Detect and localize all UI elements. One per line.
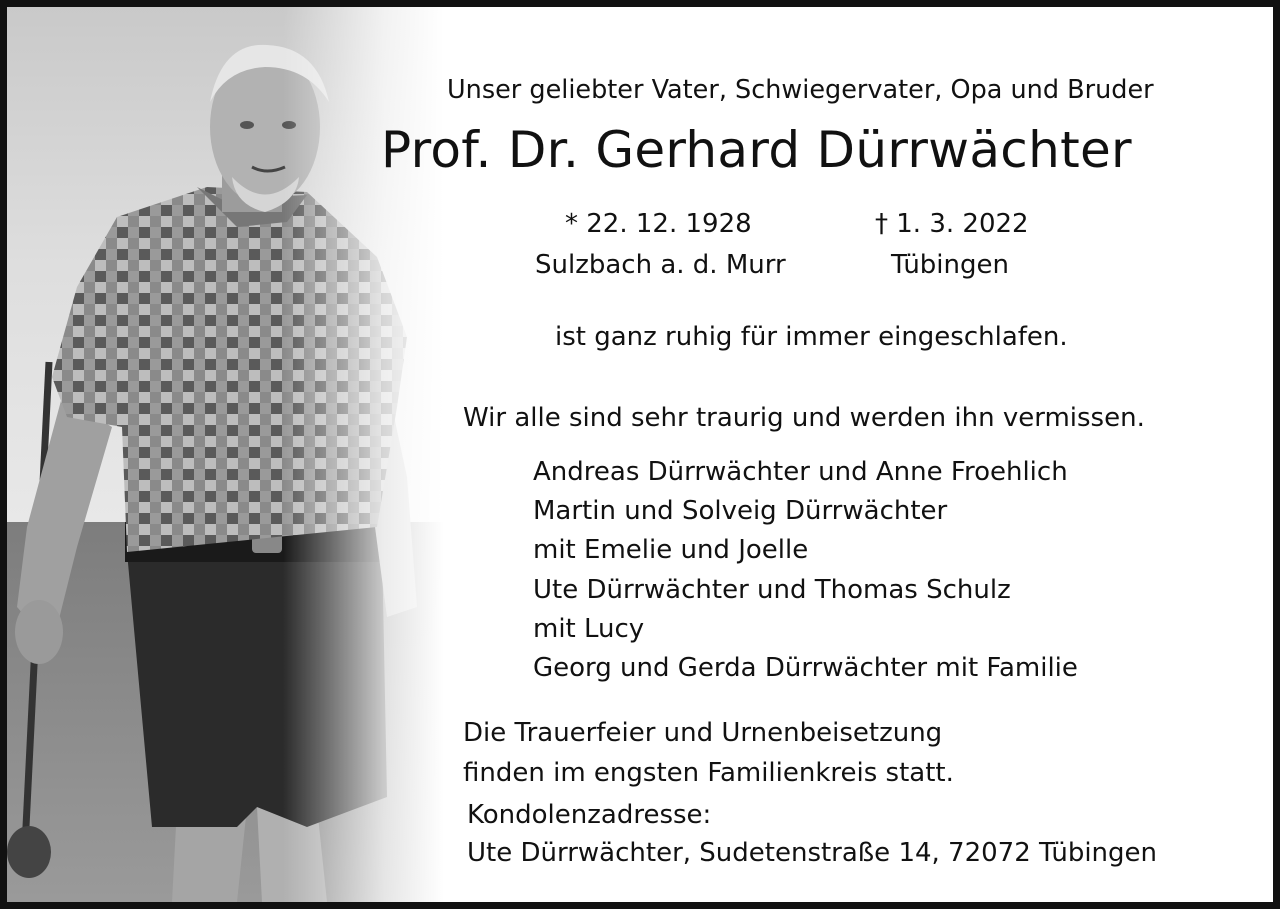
mourner-line: mit Lucy	[533, 613, 645, 644]
birth-place: Sulzbach a. d. Murr	[535, 250, 786, 280]
mourner-line: Ute Dürrwächter und Thomas Schulz	[533, 574, 1011, 605]
birth-date: * 22. 12. 1928	[565, 209, 752, 239]
mourner-line: mit Emelie und Joelle	[533, 535, 809, 566]
mourner-line: Georg und Gerda Dürrwächter mit Familie	[533, 653, 1078, 684]
death-place: Tübingen	[891, 250, 1009, 280]
condolence-address-text: Ute Dürrwächter, Sudetenstraße 14, 72072 Tübingen	[467, 838, 1158, 868]
condolence-label: Kondolenzadresse:	[467, 800, 712, 830]
mourner-line: Martin und Solveig Dürrwächter	[533, 496, 948, 527]
death-date: † 1. 3. 2022	[875, 209, 1029, 239]
mourning-text: Wir alle sind sehr traurig und werden ihn vermissen.	[463, 403, 1145, 433]
mourner-line: Andreas Dürrwächter und Anne Froehlich	[533, 457, 1068, 487]
funeral-info	[463, 713, 954, 793]
intro-line: Unser geliebter Vater, Schwiegervater, Opa und Bruder	[447, 75, 1154, 105]
funeral-line: Die Trauerfeier und Urnenbeisetzung	[463, 718, 943, 748]
funeral-line: finden im engsten Familienkreis statt.	[463, 758, 954, 788]
condolence-address	[467, 796, 1157, 872]
passing-text: ist ganz ruhig für immer eingeschlafen.	[555, 322, 1068, 352]
deceased-name: Prof. Dr. Gerhard Dürrwächter	[381, 121, 1132, 179]
mourners-list	[533, 453, 1078, 688]
